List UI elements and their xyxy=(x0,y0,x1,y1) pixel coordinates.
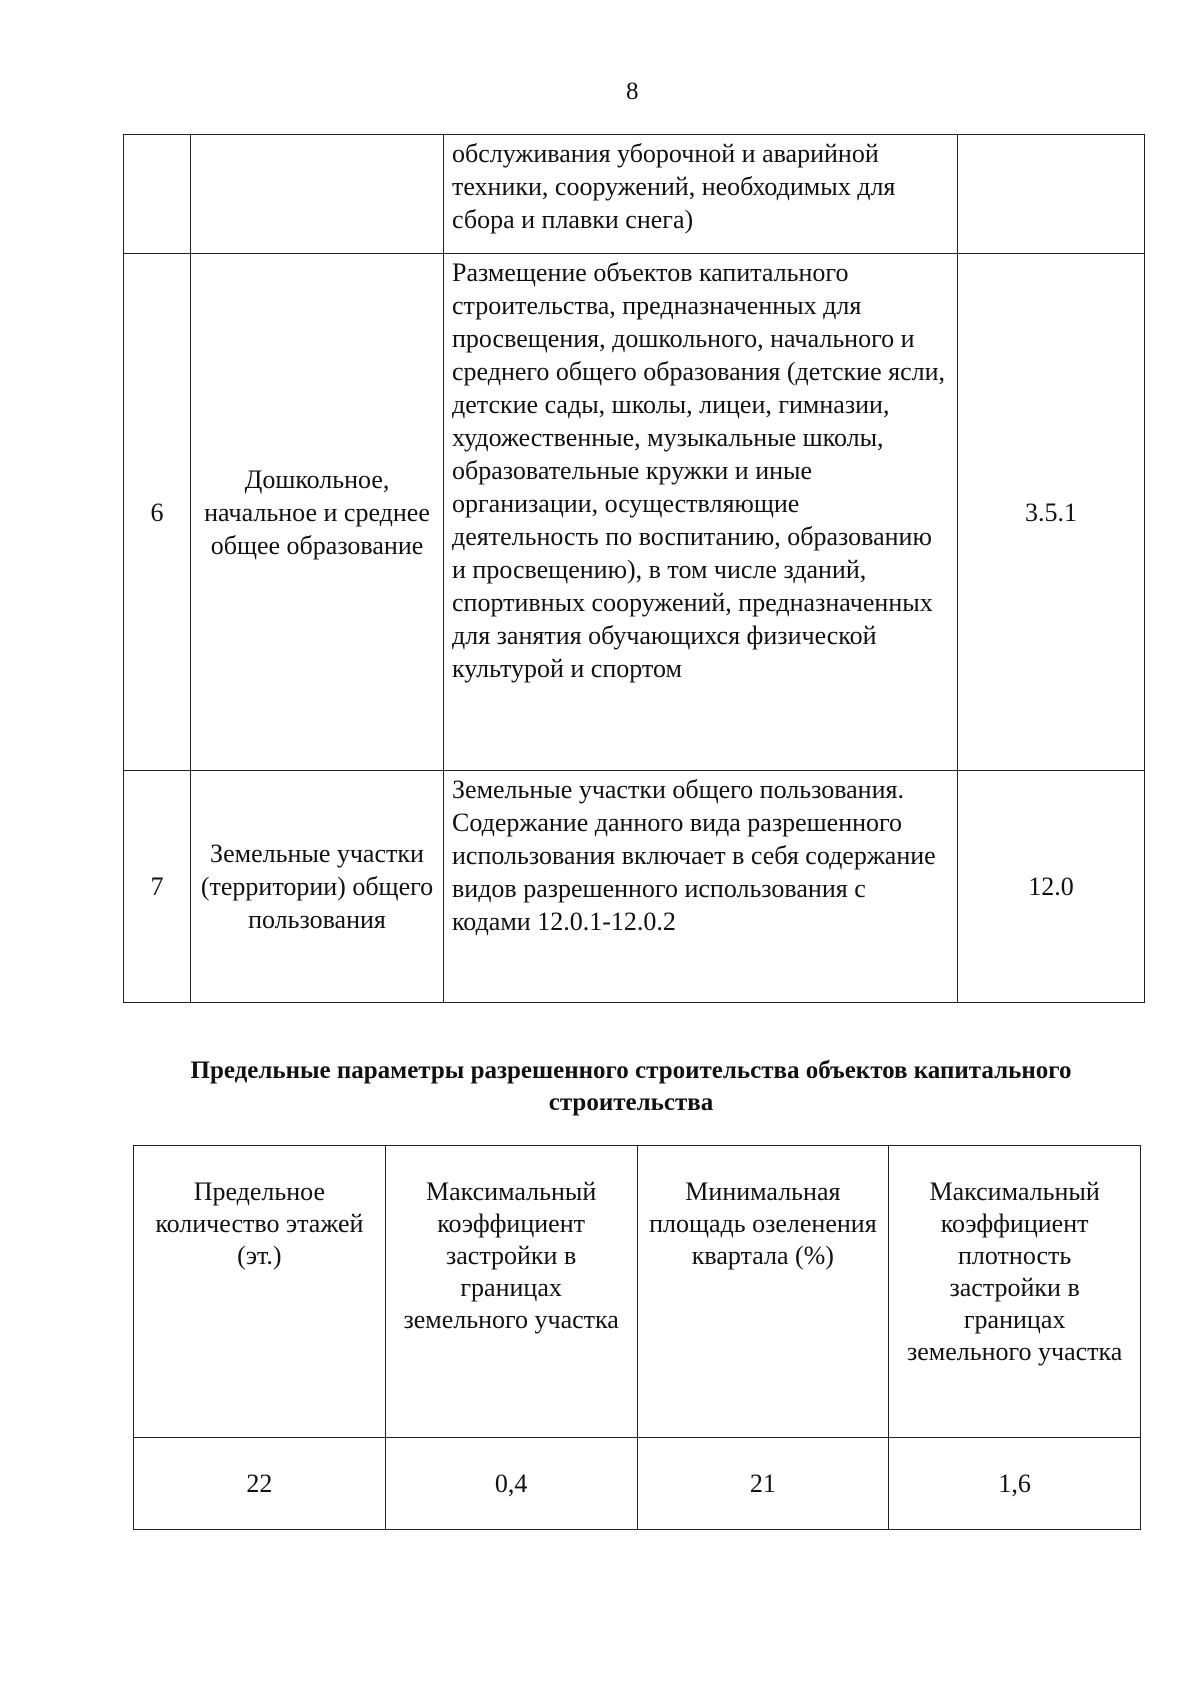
table-row xyxy=(134,1438,1141,1530)
table-cell: 0,4 xyxy=(385,1438,637,1530)
table-cell: 22 xyxy=(134,1438,386,1530)
table-row xyxy=(124,135,1145,254)
page-number: 8 xyxy=(626,78,639,105)
table-cell: 21 xyxy=(637,1438,889,1530)
row-number: 6 xyxy=(124,254,191,771)
use-code: 12.0 xyxy=(958,771,1145,1003)
column-header: Максимальный коэффициент застройки в границах земельного участка xyxy=(385,1146,637,1438)
use-name: Дошкольное, начальное и среднее общее образование xyxy=(191,254,444,771)
row-number: 7 xyxy=(124,771,191,1003)
table-row xyxy=(124,771,1145,1003)
use-code xyxy=(958,135,1145,254)
column-header: Максимальный коэффициент плотность застройки в границах земельного участка xyxy=(889,1146,1141,1438)
use-description: Размещение объектов капитального строительства, предназначенных для просвещения, дошкольного, начального и среднего общего образования (детские ясли, детские сады, школы, лицеи, гимназии, художественные, музыкальные школы, образовательные кружки и иные организации, осуществляющие деятельность по воспитанию, образованию и просвещению), в том числе зданий, спортивных сооружений, предназначенных для занятия обучающихся физической культурой и спортом xyxy=(444,254,958,771)
column-header: Минимальная площадь озеленения квартала (%) xyxy=(637,1146,889,1438)
use-description: Земельные участки общего пользования. Содержание данного вида разрешенного использования включает в себя содержание видов разрешенного использования с кодами 12.0.1-12.0.2 xyxy=(444,771,958,1003)
column-header: Предельное количество этажей (эт.) xyxy=(134,1146,386,1438)
table-row xyxy=(124,254,1145,771)
table-header-row xyxy=(134,1146,1141,1438)
build-params-table xyxy=(133,1145,1141,1530)
section-title: Предельные параметры разрешенного строительства объектов капитального строительства xyxy=(190,1057,1072,1116)
use-code: 3.5.1 xyxy=(958,254,1145,771)
table-cell: 1,6 xyxy=(889,1438,1141,1530)
land-use-table xyxy=(123,134,1145,1003)
use-name: Земельные участки (территории) общего пользования xyxy=(191,771,444,1003)
row-number xyxy=(124,135,191,254)
use-description: обслуживания уборочной и аварийной техники, сооружений, необходимых для сбора и плавки снега) xyxy=(444,135,958,254)
use-name xyxy=(191,135,444,254)
